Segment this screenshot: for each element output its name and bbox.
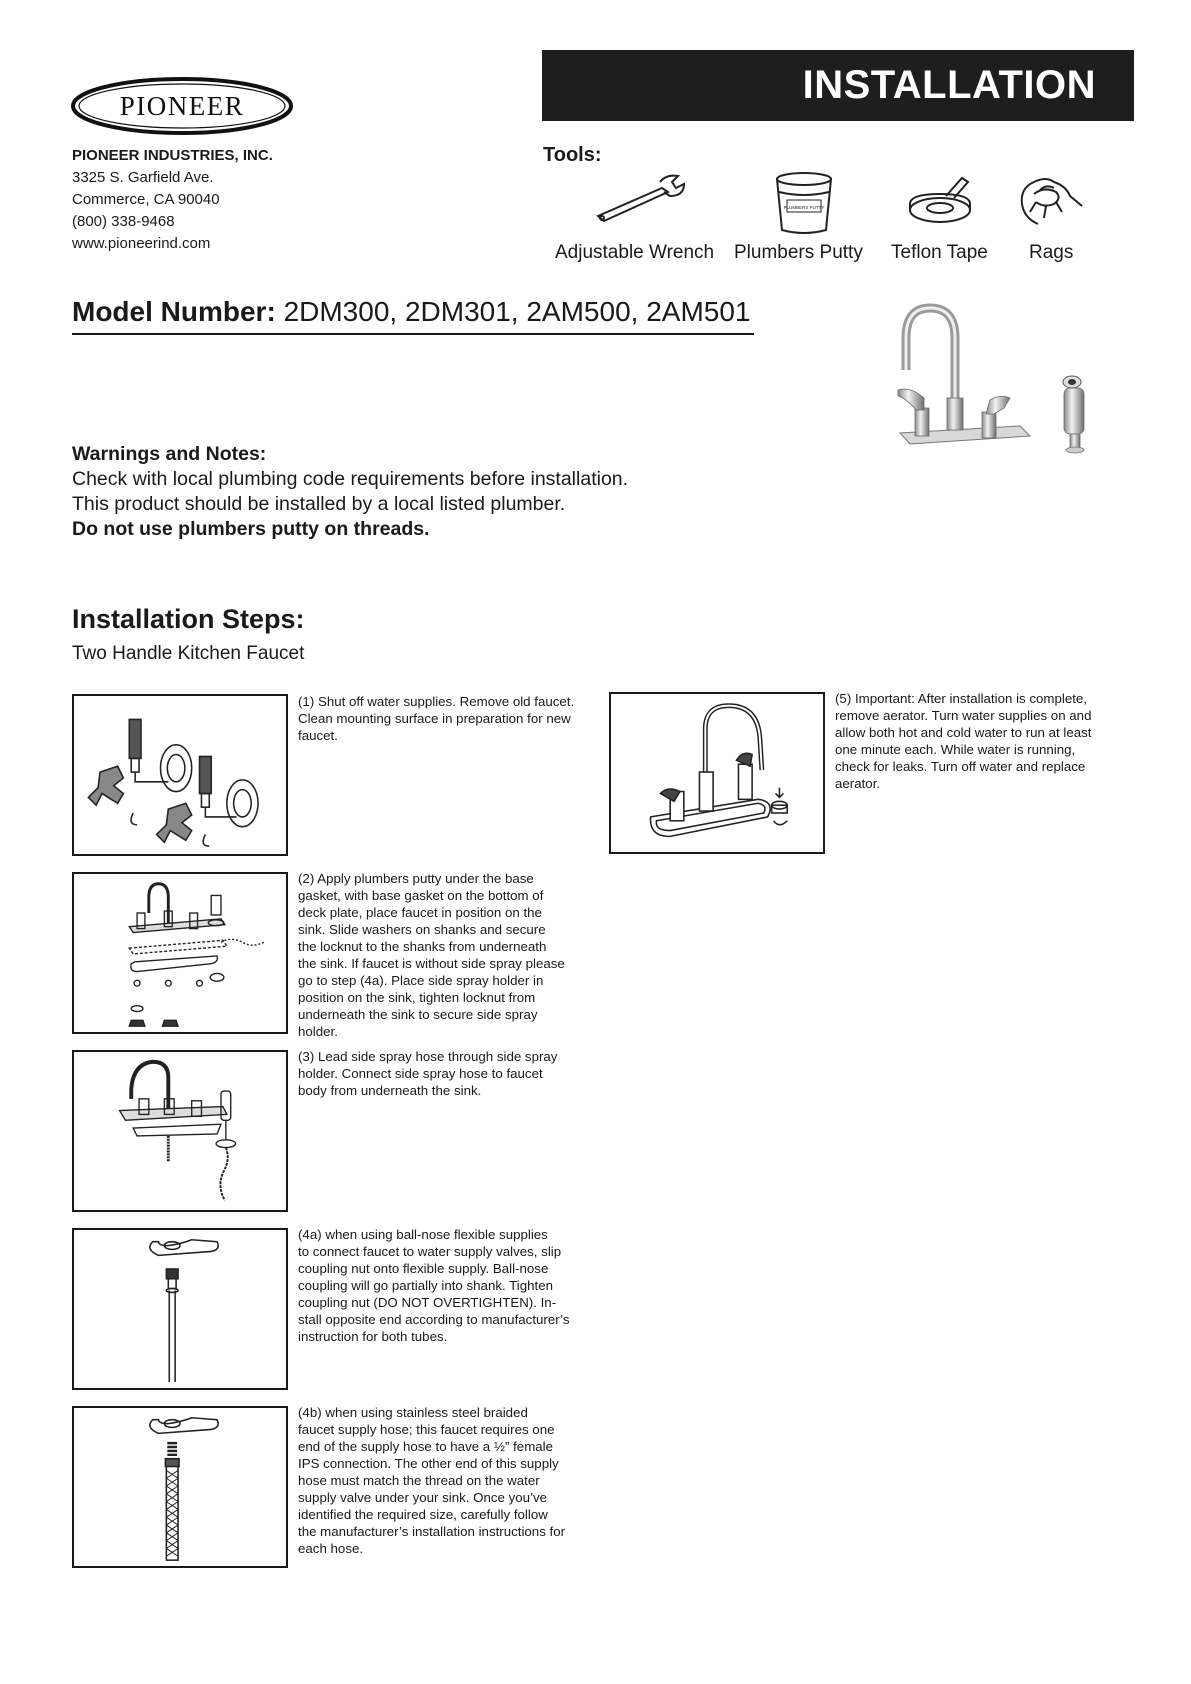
warning-line-3: Do not use plumbers putty on threads. [72, 518, 430, 540]
putty-tub-icon [773, 170, 835, 236]
warning-line-2: This product should be installed by a local listed plumber. [72, 493, 566, 515]
company-info [72, 145, 273, 255]
step-5-text: (5) Important: After installation is complete, remove aerator. Turn water supplies on and allow both hot and cold water to run at least one minute each. While water is running, check for leaks. Turn off water and replace aerator. [835, 691, 1092, 791]
tool-label-wrench: Adjustable Wrench [555, 242, 715, 263]
rag-icon [1016, 172, 1086, 230]
step-2-illustration [72, 872, 288, 1034]
step-4a-illustration [72, 1228, 288, 1390]
step-4a-text: (4a) when using ball-nose flexible supplies to connect faucet to water supply valves, slip coupling nut onto flexible supply. Ball-nose coupling will go partially into shank. Tighten coupling nut (DO NOT OVERTIGHTEN). In- stall opposite end according to manufacturer’s instruction for both tubes. [298, 1227, 570, 1344]
installation-banner: INSTALLATION [542, 50, 1134, 121]
logo-text: PIONEER [119, 91, 245, 121]
tool-label-teflon: Teflon Tape [891, 242, 988, 263]
step-1-text: (1) Shut off water supplies. Remove old faucet. Clean mounting surface in preparation for new faucet. [298, 694, 575, 743]
warnings-heading: Warnings and Notes: [72, 443, 267, 465]
step-2-text: (2) Apply plumbers putty under the base gasket, with base gasket on the bottom of deck plate, place faucet in position on the sink. Slide washers on shanks and secure the locknut to the shanks from underneath the sink. If faucet is without side spray please go to step (4a). Place side spray holder in position on the sink, tighten locknut from underneath the sink to secure side spray holder. [298, 871, 565, 1039]
faucet-product-image [870, 298, 1110, 478]
step-5-illustration [609, 692, 825, 854]
teflon-tape-icon [906, 174, 976, 226]
company-name: PIONEER INDUSTRIES, INC. [72, 147, 273, 164]
step-4b-text: (4b) when using stainless steel braided faucet supply hose; this faucet requires one end of the supply hose to have a ½” female IPS connection. The other end of this supply hose must match the thread on the water supply valve under your sink. Once you’ve identified the required size, carefully follow the manufacturer’s installation instructions for each hose. [298, 1405, 566, 1556]
model-number [72, 296, 750, 328]
company-address-line2: Commerce, CA 90040 [72, 191, 220, 208]
pioneer-logo [70, 76, 294, 136]
step-4b-illustration [72, 1406, 288, 1568]
putty-tub-label: PLUMBERS PUTTY [783, 205, 825, 210]
warning-line-1: Check with local plumbing code requirements before installation. [72, 468, 629, 490]
model-label: Model Number: [72, 296, 276, 327]
step-3-illustration [72, 1050, 288, 1212]
steps-subheading: Two Handle Kitchen Faucet [72, 643, 305, 664]
step-1-illustration [72, 694, 288, 856]
warnings-section [72, 442, 628, 542]
step-3-text: (3) Lead side spray hose through side spray holder. Connect side spray hose to faucet body from underneath the sink. [298, 1049, 558, 1098]
company-address-line1: 3325 S. Garfield Ave. [72, 169, 214, 186]
tools-heading: Tools: [543, 144, 602, 166]
tool-label-putty: Plumbers Putty [734, 242, 863, 263]
model-underline [72, 333, 754, 335]
model-values: 2DM300, 2DM301, 2AM500, 2AM501 [283, 296, 751, 327]
tool-label-rags: Rags [1029, 242, 1074, 263]
company-phone: (800) 338-9468 [72, 213, 175, 230]
company-website: www.pioneerind.com [72, 235, 211, 252]
wrench-icon [592, 172, 687, 224]
steps-heading: Installation Steps: [72, 604, 305, 634]
